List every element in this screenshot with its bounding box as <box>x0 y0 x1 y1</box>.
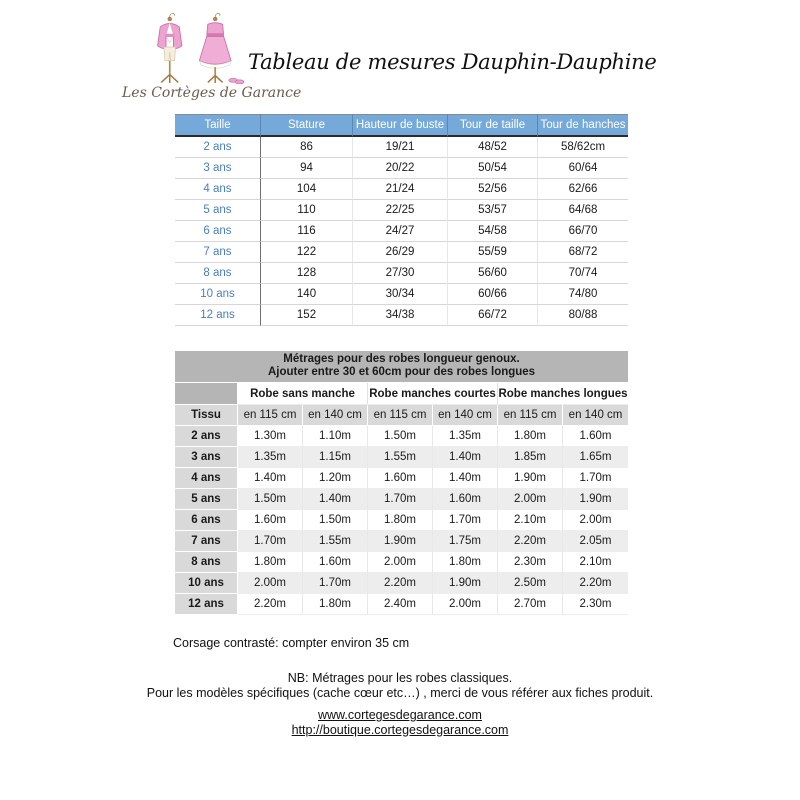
metrage-cell: 1.50m <box>303 510 368 531</box>
measurements-header-row <box>175 114 628 137</box>
measure-cell: 30/34 <box>353 284 448 305</box>
group-header-sans-manche: Robe sans manche <box>238 383 368 405</box>
metrage-row <box>175 468 628 489</box>
measure-cell: 21/24 <box>353 179 448 200</box>
metrage-corner-cell <box>175 383 238 405</box>
metrage-cell: 1.55m <box>368 447 433 468</box>
metrage-cell: 2.05m <box>563 531 628 552</box>
measure-cell: 60/66 <box>448 284 538 305</box>
measurements-column-header: Stature <box>261 114 353 137</box>
metrage-cell: 1.40m <box>303 489 368 510</box>
metrage-cell: 1.20m <box>303 468 368 489</box>
measure-cell: 58/62cm <box>538 137 628 158</box>
brand-logo <box>122 10 302 101</box>
measure-cell: 20/22 <box>353 158 448 179</box>
measure-cell: 34/38 <box>353 305 448 326</box>
measure-cell: 86 <box>261 137 353 158</box>
age-label-cell: 5 ans <box>175 489 238 510</box>
metrage-cell: 1.90m <box>498 468 563 489</box>
metrage-table <box>175 351 628 615</box>
metrage-cell: 2.20m <box>238 594 303 615</box>
measurements-table <box>175 114 628 326</box>
metrage-cell: 1.85m <box>498 447 563 468</box>
corsage-note: Corsage contrasté: compter environ 35 cm <box>173 636 410 650</box>
measurements-column-header: Taille <box>175 114 261 137</box>
metrage-cell: 1.60m <box>303 552 368 573</box>
metrage-width-header-row <box>175 405 628 426</box>
age-label-cell: 4 ans <box>175 468 238 489</box>
measure-cell: 19/21 <box>353 137 448 158</box>
metrage-cell: 1.35m <box>433 426 498 447</box>
metrage-row <box>175 552 628 573</box>
age-label-cell: 6 ans <box>175 510 238 531</box>
metrage-cell: 1.70m <box>368 489 433 510</box>
measurements-column-header: Hauteur de buste <box>353 114 448 137</box>
measure-cell: 74/80 <box>538 284 628 305</box>
metrage-cell: 1.60m <box>563 426 628 447</box>
measure-cell: 54/58 <box>448 221 538 242</box>
metrage-cell: 2.00m <box>238 573 303 594</box>
mannequins-illustration-icon <box>134 10 252 84</box>
metrage-cell: 2.00m <box>368 552 433 573</box>
measure-cell: 152 <box>261 305 353 326</box>
metrage-cell: 1.60m <box>238 510 303 531</box>
metrage-cell: 1.90m <box>368 531 433 552</box>
group-header-manches-longues: Robe manches longues <box>498 383 628 405</box>
metrage-row <box>175 447 628 468</box>
measurements-row <box>175 263 628 284</box>
measure-cell: 122 <box>261 242 353 263</box>
measure-cell: 66/70 <box>538 221 628 242</box>
measurements-row <box>175 179 628 200</box>
measurements-row <box>175 221 628 242</box>
width-header: en 115 cm <box>238 405 303 426</box>
metrage-cell: 1.55m <box>303 531 368 552</box>
page-title: Tableau de mesures Dauphin-Dauphine <box>248 50 657 74</box>
metrage-cell: 2.20m <box>368 573 433 594</box>
age-cell: 4 ans <box>175 179 261 200</box>
age-label-cell: 10 ans <box>175 573 238 594</box>
measurements-row <box>175 137 628 158</box>
measurements-row <box>175 305 628 326</box>
metrage-cell: 1.70m <box>433 510 498 531</box>
metrage-cell: 1.80m <box>303 594 368 615</box>
measurements-row <box>175 200 628 221</box>
age-cell: 10 ans <box>175 284 261 305</box>
metrage-cell: 1.70m <box>303 573 368 594</box>
measurements-column-header: Tour de hanches <box>538 114 628 137</box>
metrage-cell: 1.90m <box>563 489 628 510</box>
age-cell: 5 ans <box>175 200 261 221</box>
nb-note-line1: NB: Métrages pour les robes classiques. <box>287 671 513 685</box>
metrage-cell: 1.35m <box>238 447 303 468</box>
metrage-cell: 1.75m <box>433 531 498 552</box>
age-cell: 7 ans <box>175 242 261 263</box>
measure-cell: 94 <box>261 158 353 179</box>
measure-cell: 24/27 <box>353 221 448 242</box>
measure-cell: 22/25 <box>353 200 448 221</box>
metrage-title-line1: Métrages pour des robes longueur genoux. <box>283 353 520 365</box>
measurements-row <box>175 284 628 305</box>
metrage-row <box>175 573 628 594</box>
measure-cell: 56/60 <box>448 263 538 284</box>
metrage-cell: 1.40m <box>433 447 498 468</box>
metrage-cell: 1.50m <box>368 426 433 447</box>
metrage-cell: 1.80m <box>368 510 433 531</box>
measure-cell: 27/30 <box>353 263 448 284</box>
nb-note-line2: Pour les modèles spécifiques (cache cœur etc…) , merci de vous référer aux fiches produit. <box>146 686 654 700</box>
measure-cell: 140 <box>261 284 353 305</box>
measure-cell: 68/72 <box>538 242 628 263</box>
metrage-row <box>175 531 628 552</box>
metrage-cell: 1.90m <box>433 573 498 594</box>
age-label-cell: 3 ans <box>175 447 238 468</box>
width-header: en 140 cm <box>433 405 498 426</box>
measure-cell: 53/57 <box>448 200 538 221</box>
metrage-cell: 2.10m <box>563 552 628 573</box>
measure-cell: 128 <box>261 263 353 284</box>
website-link[interactable]: www.cortegesdegarance.com <box>318 708 482 722</box>
measure-cell: 104 <box>261 179 353 200</box>
metrage-cell: 1.60m <box>368 468 433 489</box>
nb-note <box>0 671 800 701</box>
metrage-cell: 2.00m <box>433 594 498 615</box>
metrage-cell: 2.30m <box>563 594 628 615</box>
measure-cell: 116 <box>261 221 353 242</box>
measure-cell: 26/29 <box>353 242 448 263</box>
metrage-cell: 2.20m <box>563 573 628 594</box>
measure-cell: 50/54 <box>448 158 538 179</box>
metrage-cell: 1.80m <box>433 552 498 573</box>
website-links <box>0 708 800 737</box>
width-header: en 140 cm <box>303 405 368 426</box>
brand-name: Les Cortèges de Garance <box>122 85 302 101</box>
metrage-cell: 2.70m <box>498 594 563 615</box>
measure-cell: 70/74 <box>538 263 628 284</box>
metrage-cell: 2.50m <box>498 573 563 594</box>
metrage-cell: 1.40m <box>238 468 303 489</box>
age-cell: 3 ans <box>175 158 261 179</box>
metrage-cell: 1.50m <box>238 489 303 510</box>
metrage-cell: 1.70m <box>563 468 628 489</box>
measurements-column-header: Tour de taille <box>448 114 538 137</box>
metrage-cell: 2.30m <box>498 552 563 573</box>
measure-cell: 48/52 <box>448 137 538 158</box>
metrage-cell: 1.40m <box>433 468 498 489</box>
metrage-title-row <box>175 351 628 383</box>
measure-cell: 52/56 <box>448 179 538 200</box>
age-label-cell: 2 ans <box>175 426 238 447</box>
age-label-cell: 8 ans <box>175 552 238 573</box>
metrage-title-line2: Ajouter entre 30 et 60cm pour des robes longues <box>267 366 536 378</box>
age-cell: 6 ans <box>175 221 261 242</box>
age-cell: 8 ans <box>175 263 261 284</box>
measurements-row <box>175 242 628 263</box>
metrage-row <box>175 510 628 531</box>
metrage-cell: 1.30m <box>238 426 303 447</box>
measure-cell: 62/66 <box>538 179 628 200</box>
measure-cell: 110 <box>261 200 353 221</box>
metrage-cell: 1.80m <box>498 426 563 447</box>
metrage-group-header-row <box>175 383 628 405</box>
measure-cell: 80/88 <box>538 305 628 326</box>
metrage-cell: 1.80m <box>238 552 303 573</box>
metrage-cell: 1.15m <box>303 447 368 468</box>
width-header: en 115 cm <box>368 405 433 426</box>
metrage-row <box>175 426 628 447</box>
age-cell: 2 ans <box>175 137 261 158</box>
width-header: en 115 cm <box>498 405 563 426</box>
metrage-title-cell <box>175 351 628 383</box>
age-cell: 12 ans <box>175 305 261 326</box>
age-label-cell: 12 ans <box>175 594 238 615</box>
metrage-cell: 1.60m <box>433 489 498 510</box>
metrage-cell: 2.20m <box>498 531 563 552</box>
measure-cell: 64/68 <box>538 200 628 221</box>
measurements-row <box>175 158 628 179</box>
metrage-row <box>175 489 628 510</box>
metrage-cell: 2.40m <box>368 594 433 615</box>
boutique-link[interactable]: http://boutique.cortegesdegarance.com <box>291 722 509 737</box>
metrage-cell: 2.00m <box>563 510 628 531</box>
measure-cell: 55/59 <box>448 242 538 263</box>
metrage-row <box>175 594 628 615</box>
metrage-cell: 1.70m <box>238 531 303 552</box>
measure-cell: 60/64 <box>538 158 628 179</box>
width-header: en 140 cm <box>563 405 628 426</box>
metrage-cell: 1.65m <box>563 447 628 468</box>
metrage-cell: 2.00m <box>498 489 563 510</box>
metrage-cell: 1.10m <box>303 426 368 447</box>
group-header-manches-courtes: Robe manches courtes <box>368 383 498 405</box>
tissu-label: Tissu <box>175 405 238 426</box>
measure-cell: 66/72 <box>448 305 538 326</box>
metrage-cell: 2.10m <box>498 510 563 531</box>
age-label-cell: 7 ans <box>175 531 238 552</box>
